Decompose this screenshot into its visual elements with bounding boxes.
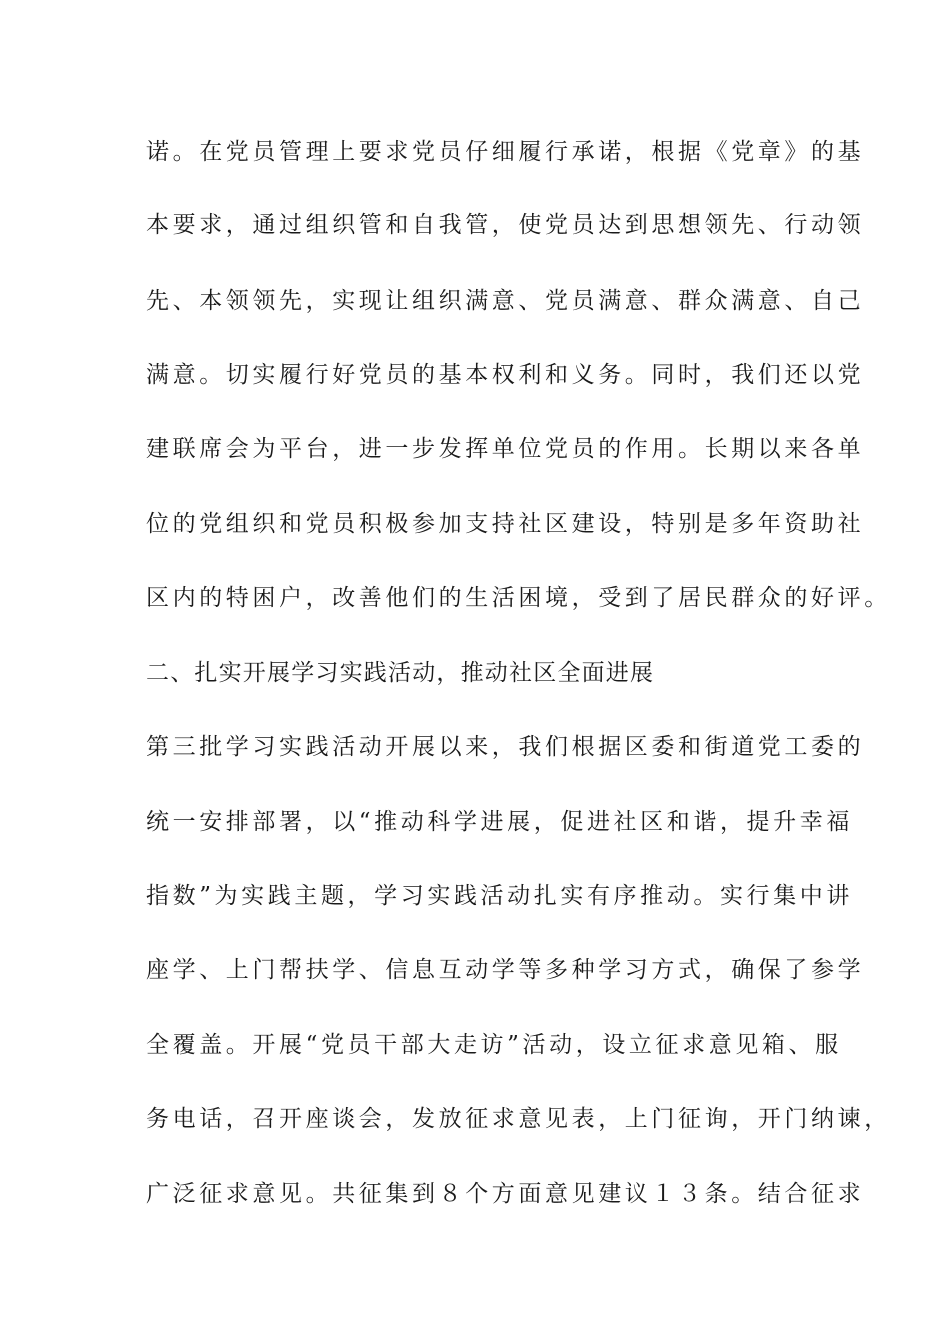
paragraph-line: 座学、上门帮扶学、信息互动学等多种学习方式，确保了参学 [146,957,865,983]
paragraph-line: 满意。切实履行好党员的基本权利和义务。同时，我们还以党 [146,362,865,388]
paragraph-line: 务电话，召开座谈会，发放征求意见表，上门征询，开门纳谏， [146,1106,891,1132]
paragraph-line: 先、本领领先，实现让组织满意、党员满意、群众满意、自己 [146,288,865,314]
paragraph-line: 建联席会为平台，进一步发挥单位党员的作用。长期以来各单 [146,436,865,462]
paragraph-line: 位的党组织和党员积极参加支持社区建设，特别是多年资助社 [146,511,865,537]
paragraph-line: 区内的特困户，改善他们的生活困境，受到了居民群众的好评。 [146,585,891,611]
section-heading: 二、扎实开展学习实践活动，推动社区全面进展 [146,660,655,686]
paragraph-line: 第三批学习实践活动开展以来，我们根据区委和街道党工委的 [146,734,865,760]
paragraph-line: 本要求，通过组织管和自我管，使党员达到思想领先、行动领 [146,212,865,238]
paragraph-line: 广泛征求意见。共征集到８个方面意见建议１３条。结合征求 [146,1181,865,1207]
paragraph-line: 指数”为实践主题，学习实践活动扎实有序推动。实行集中讲 [146,883,853,909]
paragraph-line: 统一安排部署，以“推动科学进展，促进社区和谐，提升幸福 [146,809,853,835]
paragraph-line: 诺。在党员管理上要求党员仔细履行承诺，根据《党章》的基 [146,139,865,165]
paragraph-line: 全覆盖。开展“党员干部大走访”活动，设立征求意见箱、服 [146,1032,842,1058]
